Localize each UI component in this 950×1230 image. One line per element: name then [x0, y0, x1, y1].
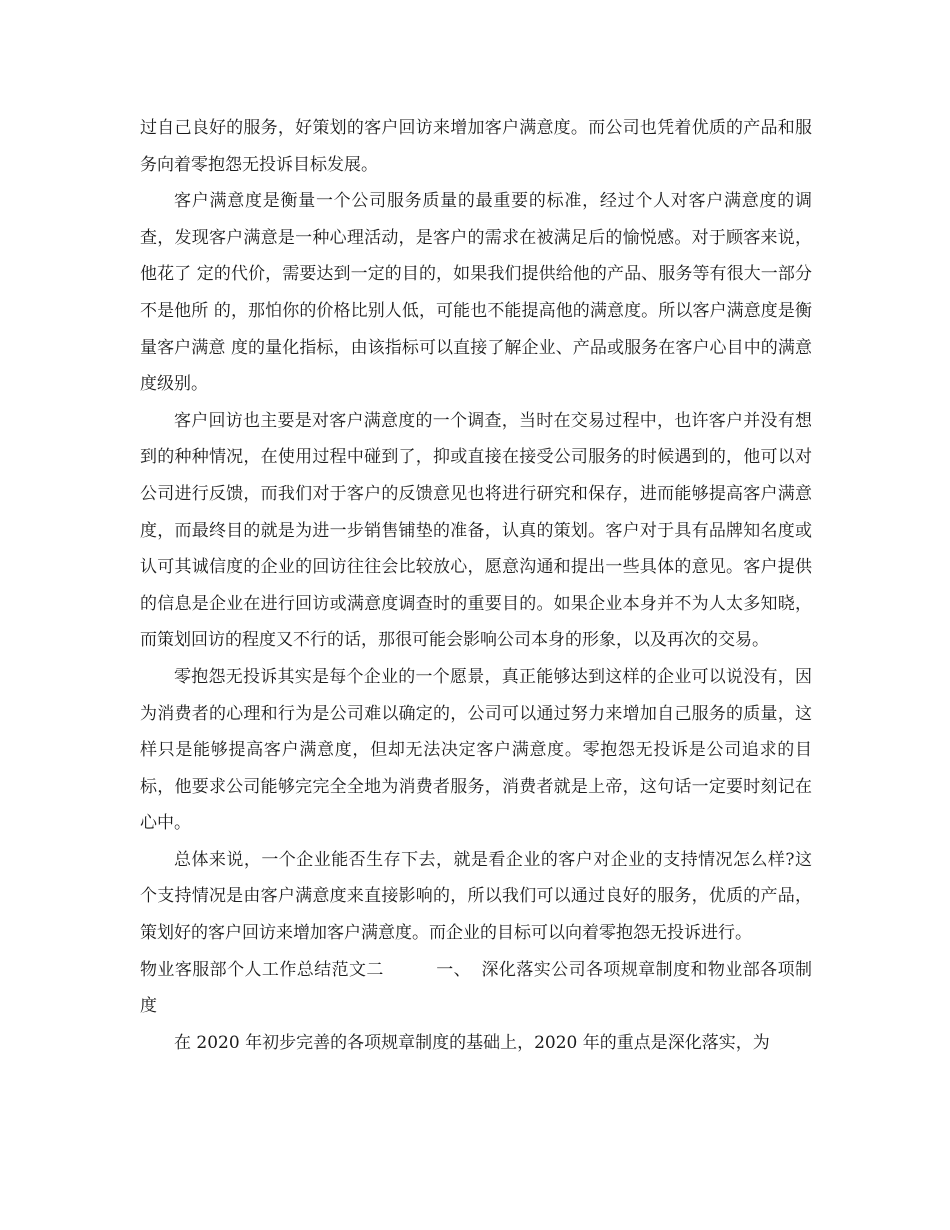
section-heading — [140, 952, 812, 1025]
document-body — [140, 110, 812, 1061]
section-heading-number: 一、 — [435, 959, 472, 980]
section-heading-text: 深化落实公司各项规章制度和物业部各项制度 — [140, 959, 813, 1017]
paragraph-4: 零抱怨无投诉其实是每个企业的一个愿景，真正能够达到这样的企业可以说没有，因为消费者的心理和行为是公司难以确定的，公司可以通过努力来增加自己服务的质量，这样只是能够提高客户满意度，但却无法决定客户满意度。零抱怨无投诉是公司追求的目标，他要求公司能够完完全全地为消费者服务，消费者就是上帝，这句话一定要时刻记在心中。 — [140, 666, 812, 834]
paragraph-5: 总体来说，一个企业能否生存下去，就是看企业的客户对企业的支持情况怎么样?这个支持情况是由客户满意度来直接影响的，所以我们可以通过良好的服务，优质的产品，策划好的客户回访来增加客户满意度。而企业的目标可以向着零抱怨无投诉进行。 — [140, 849, 812, 944]
section-heading-title: 物业客服部个人工作总结范文二 — [140, 959, 384, 980]
paragraph-3: 客户回访也主要是对客户满意度的一个调查，当时在交易过程中，也许客户并没有想到的种种情况，在使用过程中碰到了，抑或直接在接受公司服务的时候遇到的，他可以对公司进行反馈，而我们对于客户的反馈意见也将进行研究和保存，进而能够提高客户满意度，而最终目的就是为进一步销售铺垫的准备，认真的策划。客户对于具有品牌知名度或认可其诚信度的企业的回访往往会比较放心，愿意沟通和提出一些具体的意见。客户提供的信息是企业在进行回访或满意度调查时的重要目的。如果企业本身并不为人太多知晓，而策划回访的程度又不行的话，那很可能会影响公司本身的形象，以及再次的交易。 — [140, 410, 812, 651]
paragraph-1: 过自己良好的服务，好策划的客户回访来增加客户满意度。而公司也凭着优质的产品和服务向着零抱怨无投诉目标发展。 — [140, 118, 812, 175]
paragraph-2: 客户满意度是衡量一个公司服务质量的最重要的标准，经过个人对客户满意度的调查，发现客户满意是一种心理活动，是客户的需求在被满足后的愉悦感。对于顾客来说，他花了 定的代价，需要达到一定的目的，如果我们提供给他的产品、服务等有很大一部分不是他所 的，那怕你的价格比别人低，可能也不能提高他的满意度。所以客户满意度是衡量客户满意 度的量化指标，由该指标可以直接了解企业、产品或服务在客户心目中的满意度级别。 — [140, 191, 812, 395]
paragraph-6: 在 2020 年初步完善的各项规章制度的基础上，2020 年的重点是深化落实，为 — [174, 1032, 770, 1053]
